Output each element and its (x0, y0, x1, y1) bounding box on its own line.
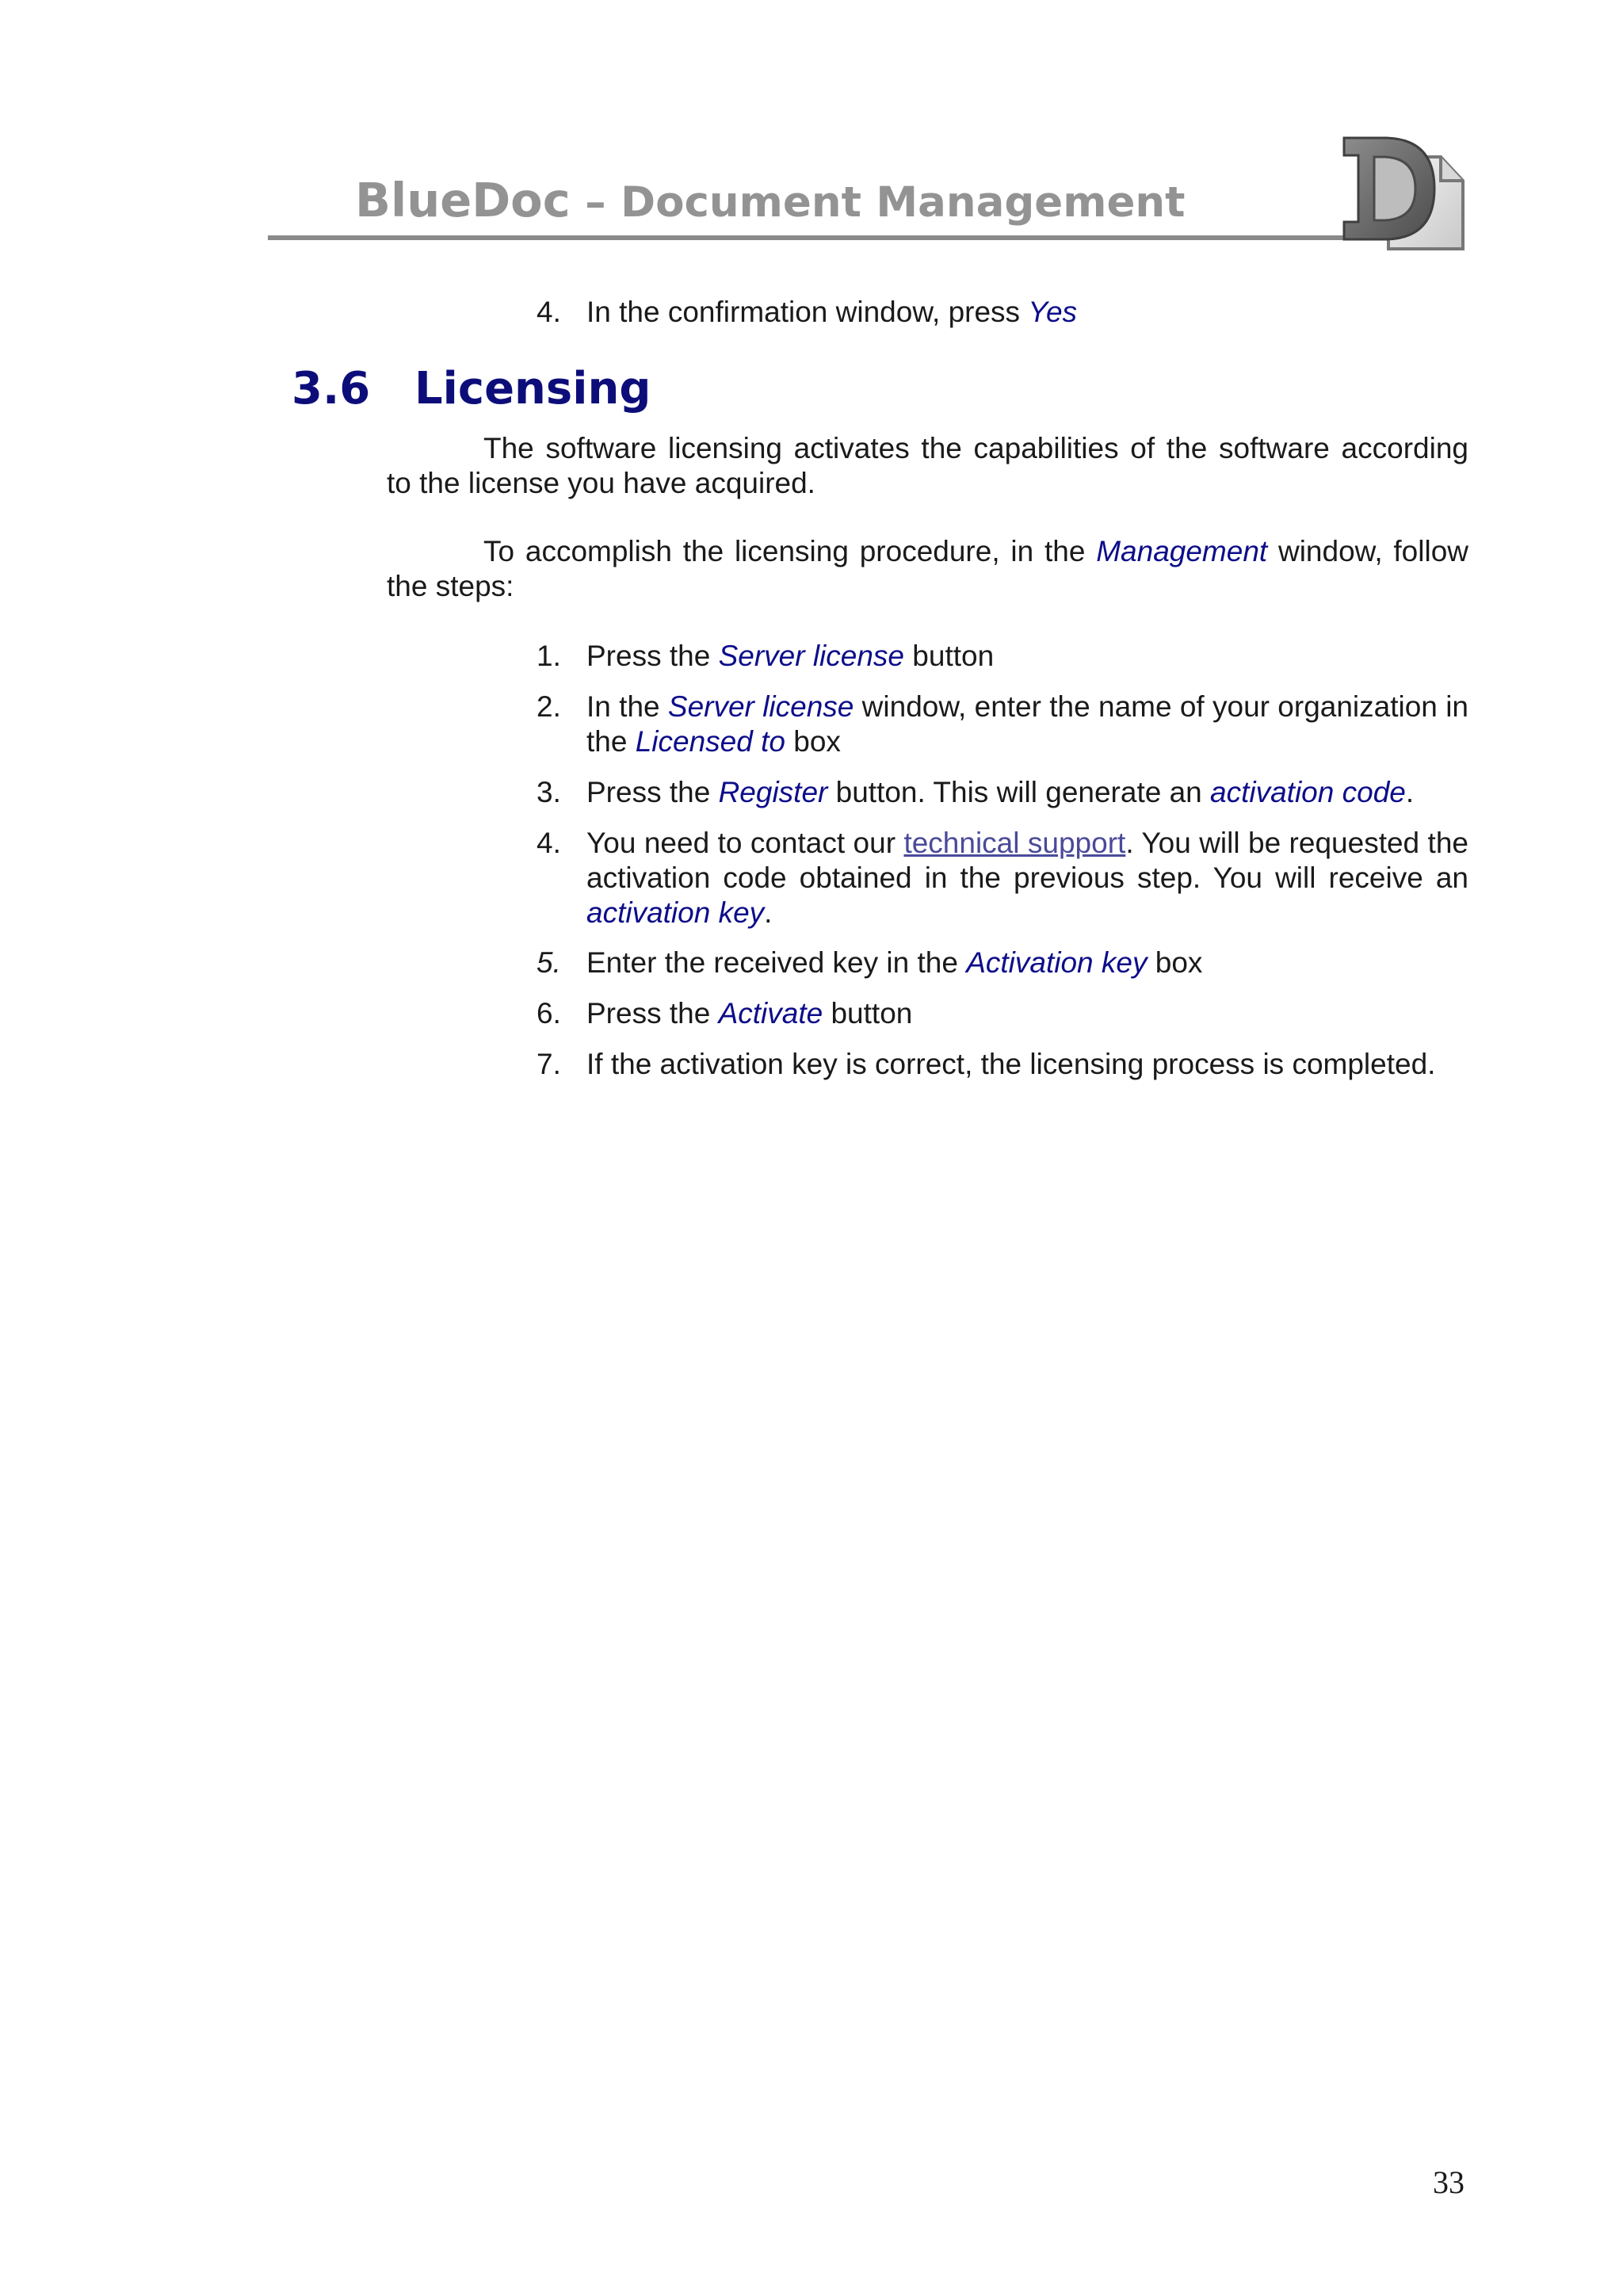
list-item-number: 1. (537, 640, 561, 672)
header-separator: – (570, 178, 621, 227)
list-item-text: Press the Activate button (586, 997, 913, 1030)
list-item-text: In the confirmation window, press Yes (586, 296, 1078, 328)
ui-term: Licensed to (635, 725, 785, 758)
section-number: 3.6 (292, 363, 371, 415)
paragraph-procedure: To accomplish the licensing procedure, in the Management window, follow the steps: (387, 535, 1468, 602)
ui-term: activation code (1210, 776, 1406, 808)
ui-term: Management (1096, 535, 1268, 567)
ui-term: Server license (718, 640, 905, 672)
ui-term: Yes (1028, 296, 1078, 328)
paragraph-intro: The software licensing activates the capabilities of the software according to the license you have acquired. (387, 432, 1468, 499)
list-item-text: If the activation key is correct, the licensing process is completed. (586, 1048, 1436, 1080)
ui-term: Activate (718, 997, 823, 1030)
technical-support-link[interactable]: technical support (903, 827, 1126, 859)
header-rule (268, 235, 1371, 240)
ui-term: activation key (586, 896, 765, 929)
list-item-number: 3. (537, 776, 561, 808)
list-item-text: In the Server license window, enter the name of your organization in the Licensed to box (586, 690, 1468, 758)
list-item-number: 2. (537, 690, 561, 723)
list-item-text: Press the Register button. This will generate an activation code. (586, 776, 1415, 808)
bluedoc-d-document-icon (1339, 133, 1466, 254)
list-item-number: 4. (537, 296, 561, 328)
ui-term: Activation key (966, 946, 1148, 979)
list-item-text: Press the Server license button (586, 640, 995, 672)
header-brand: BlueDoc (355, 173, 571, 227)
page-number: 33 (1433, 2164, 1465, 2200)
list-item-number: 5. (537, 946, 561, 979)
list-item-text: Enter the received key in the Activation key box (586, 946, 1203, 979)
section-heading (292, 363, 651, 415)
section-title: Licensing (414, 363, 651, 415)
list-item-number: 4. (537, 827, 561, 859)
ui-term: Register (718, 776, 828, 808)
list-item-number: 7. (537, 1048, 561, 1080)
list-item-text: You need to contact our technical support. You will be requested the activation code obtained in the previous step. You will receive an activation key. (586, 827, 1468, 929)
list-item-number: 6. (537, 997, 561, 1030)
document-header-title (355, 173, 1185, 227)
ui-term: Server license (667, 690, 854, 723)
header-subtitle: Document Management (621, 178, 1186, 227)
